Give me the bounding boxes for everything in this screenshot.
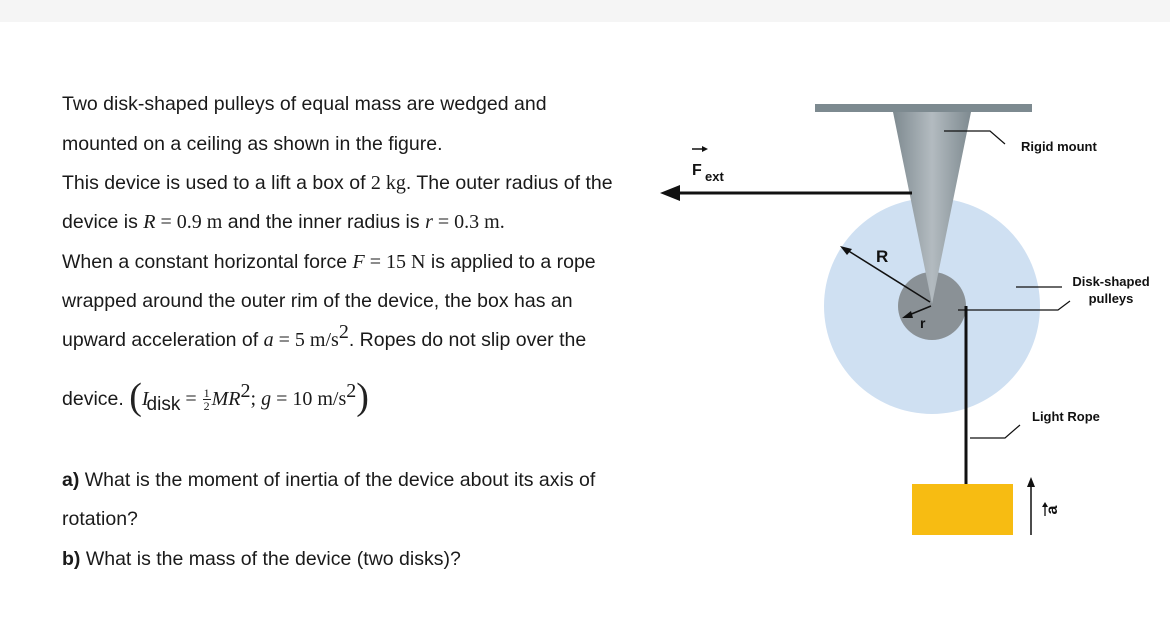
outer-radius-value: = 0.9 m [155,211,223,233]
acceleration-value: = 5 m/s [273,329,339,351]
line4-text-b: and the inner radius is [222,211,426,233]
acceleration-symbol: a [263,329,274,351]
fext-vector-bar-head [702,146,708,152]
line3-text-b: . The outer radius of the [405,172,613,194]
force-arrow-head [660,185,680,201]
problem-line-6-text: wrapped around the outer rim of the device, the box has an [62,290,573,312]
question-b-label: b) [62,548,81,570]
r-label: r [920,315,926,331]
inner-radius-value: = 0.3 m [432,211,500,233]
line4-text-a: device is [62,211,144,233]
line7-text-b: . Ropes do not slip over the [348,329,587,351]
inertia-equals: = [180,388,202,410]
left-paren: ( [129,376,142,418]
fext-subscript: ext [705,169,724,184]
gravity-exponent: 2 [346,379,357,402]
acceleration-arrow-head [1027,477,1035,487]
question-b-text: What is the mass of the device (two disks)? [80,548,461,570]
question-a-text-2: rotation? [62,508,138,530]
light-rope-label: Light Rope [1032,409,1100,424]
line4-period: . [499,211,505,233]
outer-radius-symbol: R [143,211,156,233]
line8-text-a: device. [62,388,130,410]
force-value: = 15 N [364,251,426,273]
box [912,484,1013,535]
fraction-denominator: 2 [203,399,210,414]
R-label: R [876,247,889,266]
pulleys-label-2: pulleys [1088,291,1134,306]
line3-text-a: This device is used to a lift a box of [62,172,371,194]
line7-text-a: upward acceleration of [62,329,264,351]
mr-symbol: MR [211,388,241,410]
ceiling [815,104,1032,112]
inertia-symbol: I [141,388,149,410]
problem-line-2-text: mounted on a ceiling as shown in the figure. [62,133,443,155]
fext-label: F [692,162,702,179]
mr-exponent: 2 [240,379,251,402]
right-paren: ) [356,376,369,418]
acceleration-exponent: 2 [338,320,349,343]
line5-text-b: is applied to a rope [425,251,596,273]
acceleration-label: a [1044,505,1061,515]
inertia-subscript: disk [146,394,181,415]
acceleration-label-group [1042,502,1061,516]
question-a-text-1: What is the moment of inertia of the device about its axis of [79,469,596,491]
problem-line-1-text: Two disk-shaped pulleys of equal mass are wedged and [62,93,547,115]
force-symbol: F [352,251,365,273]
line5-text-a: When a constant horizontal force [62,251,353,273]
semicolon: ; [250,388,262,410]
rigid-mount-label: Rigid mount [1021,139,1097,154]
inner-radius-symbol: r [425,211,433,233]
gravity-symbol: g [261,388,272,410]
question-a-label: a) [62,469,80,491]
pulleys-label-1: Disk-shaped [1072,274,1150,289]
gravity-value: = 10 m/s [271,388,347,410]
fraction-numerator: 1 [203,386,210,401]
rope-leader [970,425,1020,438]
box-mass-value: 2 kg [370,172,406,194]
